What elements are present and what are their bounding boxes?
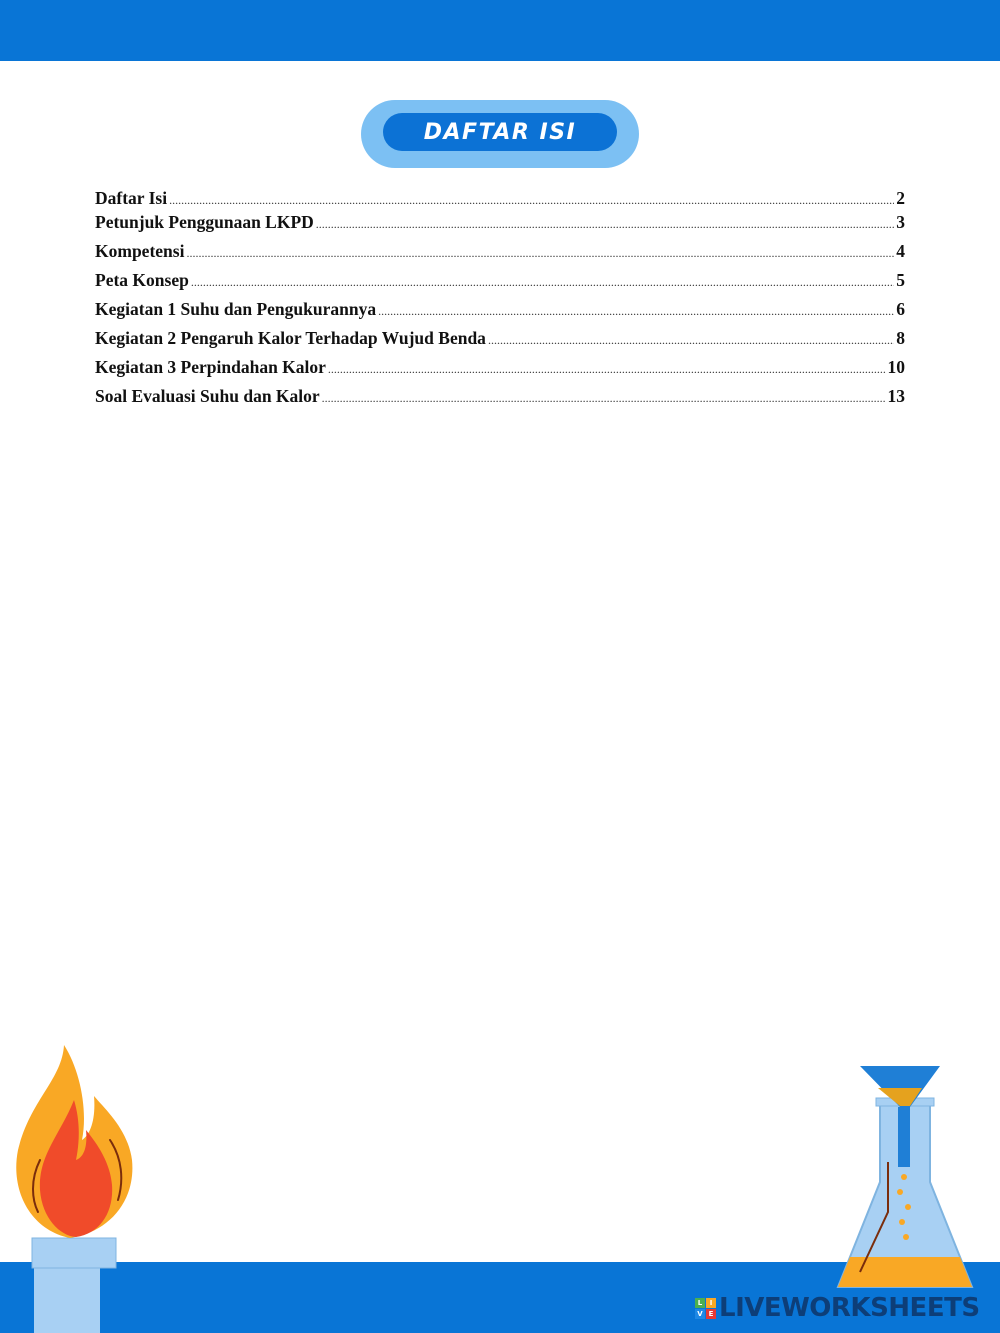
toc-entry-label: Soal Evaluasi Suhu dan Kalor	[95, 386, 320, 406]
toc-entry-page: 4	[896, 241, 905, 261]
brand-text: LIVEWORKSHEETS	[719, 1293, 980, 1323]
toc-leader-dots	[186, 246, 894, 261]
toc-leader-dots	[322, 391, 886, 406]
toc-entry-page: 8	[896, 328, 905, 348]
toc-entry-page: 2	[896, 188, 905, 208]
toc-entry[interactable]	[95, 357, 905, 386]
toc-entry-label: Kegiatan 2 Pengaruh Kalor Terhadap Wujud Benda	[95, 328, 486, 348]
toc-entry[interactable]	[95, 386, 905, 415]
title-pill	[361, 100, 639, 168]
logo-letter: L	[695, 1298, 705, 1308]
flask-icon	[830, 1062, 980, 1302]
toc-entry-label: Petunjuk Penggunaan LKPD	[95, 212, 314, 232]
liveworksheets-logo-icon	[695, 1298, 716, 1319]
toc-entry[interactable]	[95, 299, 905, 328]
logo-letter: I	[706, 1298, 716, 1308]
toc-entry-label: Peta Konsep	[95, 270, 189, 290]
table-of-contents	[95, 188, 905, 415]
toc-entry[interactable]	[95, 241, 905, 270]
toc-entry-label: Kompetensi	[95, 241, 185, 261]
toc-entry-page: 6	[896, 299, 905, 319]
toc-entry-label: Kegiatan 1 Suhu dan Pengukurannya	[95, 299, 377, 319]
toc-entry-label: Kegiatan 3 Perpindahan Kalor	[95, 357, 326, 377]
toc-leader-dots	[378, 304, 894, 319]
toc-leader-dots	[191, 275, 894, 290]
toc-entry-page: 3	[896, 212, 905, 232]
toc-entry-page: 13	[887, 386, 905, 406]
toc-leader-dots	[316, 217, 894, 232]
toc-entry[interactable]	[95, 188, 905, 212]
torch-icon	[10, 1040, 140, 1333]
toc-leader-dots	[169, 193, 894, 208]
title-pill-inner	[383, 113, 617, 151]
logo-letter: V	[695, 1309, 705, 1319]
toc-leader-dots	[488, 333, 894, 348]
toc-entry-page: 5	[896, 270, 905, 290]
toc-entry[interactable]	[95, 328, 905, 357]
toc-entry[interactable]	[95, 270, 905, 299]
liveworksheets-brand[interactable]	[695, 1292, 980, 1324]
toc-entry[interactable]	[95, 212, 905, 241]
top-band	[0, 0, 1000, 61]
toc-entry-page: 10	[887, 357, 905, 377]
logo-letter: E	[706, 1309, 716, 1319]
toc-leader-dots	[328, 362, 886, 377]
toc-entry-label: Daftar Isi	[95, 188, 168, 208]
page-title: DAFTAR ISI	[423, 119, 577, 145]
